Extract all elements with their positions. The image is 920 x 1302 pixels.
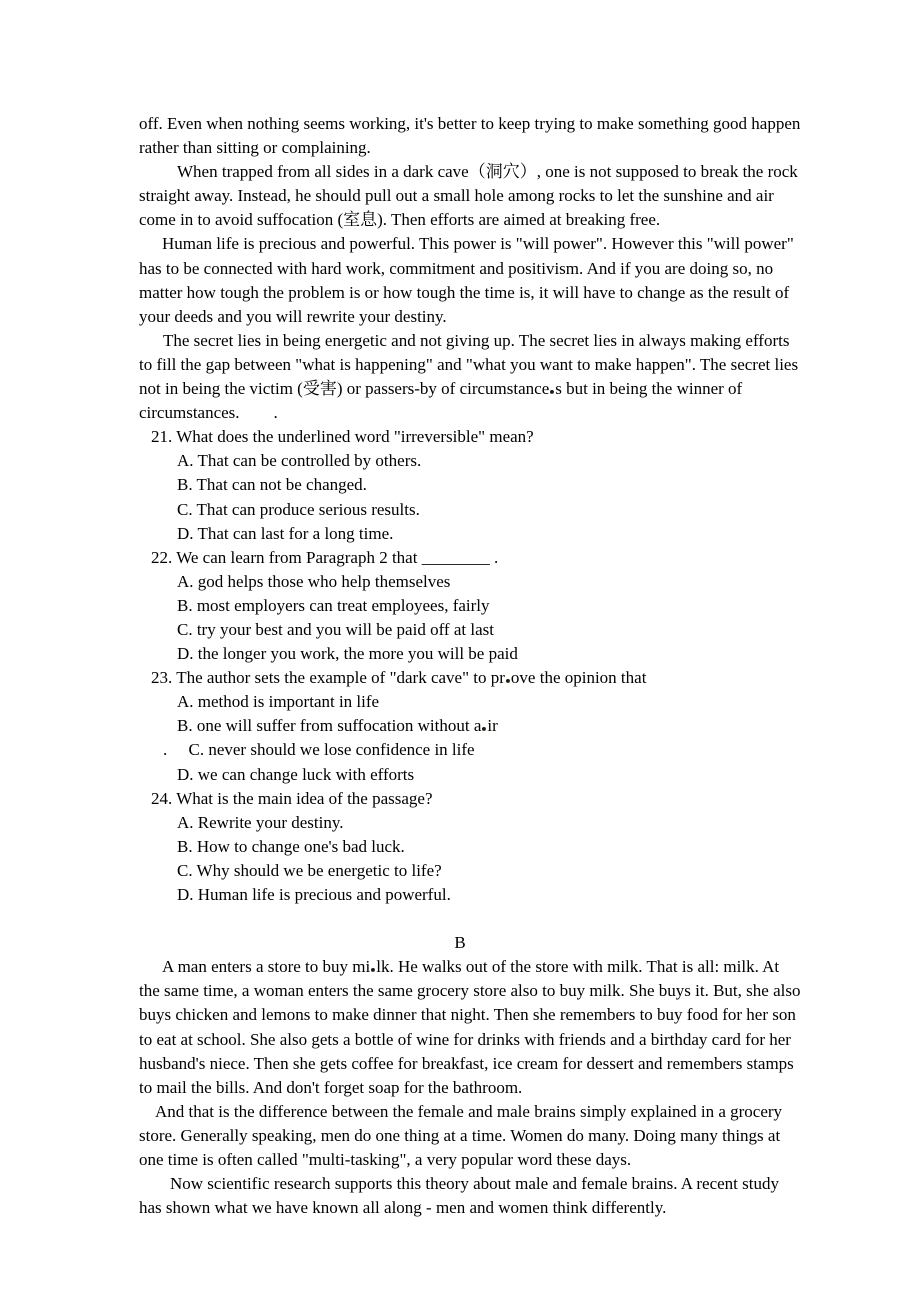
passage-b-line: one time is often called "multi-tasking", a very popular word these days. bbox=[139, 1150, 632, 1170]
passage-b-line: to eat at school. She also gets a bottle of wine for drinks with friends and a birthday card for her bbox=[139, 1029, 791, 1049]
stray-dot-mark bbox=[506, 679, 510, 683]
passage-b-line: Now scientific research supports this theory about male and female brains. A recent study bbox=[170, 1174, 779, 1194]
passage-b-line: husband's niece. Then she gets coffee for breakfast, ice cream for dessert and remembers stamps bbox=[139, 1053, 794, 1073]
passage-a-line: to fill the gap between "what is happening" and "what you want to make happen". The secret lies bbox=[139, 354, 799, 374]
passage-a-line: rather than sitting or complaining. bbox=[139, 138, 371, 158]
stray-dot-mark bbox=[482, 727, 486, 731]
question-21-option-b: B. That can not be changed. bbox=[177, 475, 367, 495]
passage-a-line: straight away. Instead, he should pull out a small hole among rocks to let the sunshine and air bbox=[139, 186, 774, 206]
passage-b-line: has shown what we have known all along - men and women think differently. bbox=[139, 1198, 667, 1218]
question-23-option-d: D. we can change luck with efforts bbox=[177, 764, 415, 784]
question-24-option-a: A. Rewrite your destiny. bbox=[177, 812, 344, 832]
question-22-option-a: A. god helps those who help themselves bbox=[177, 571, 451, 591]
passage-b-line: buys chicken and lemons to make dinner that night. Then she remembers to buy food for her son bbox=[139, 1005, 796, 1025]
question-21-option-d: D. That can last for a long time. bbox=[177, 523, 394, 543]
passage-b-line: And that is the difference between the female and male brains simply explained in a grocery bbox=[155, 1101, 783, 1121]
passage-a-line: matter how tough the problem is or how tough the time is, it will have to change as the result of bbox=[139, 282, 790, 302]
question-23-option-b: B. one will suffer from suffocation without a ir bbox=[177, 716, 498, 736]
question-22-option-d: D. the longer you work, the more you will be paid bbox=[177, 644, 518, 664]
passage-a-line: come in to avoid suffocation (室息). Then efforts are aimed at breaking free. bbox=[139, 210, 661, 230]
question-21-option-c: C. That can produce serious results. bbox=[177, 499, 420, 519]
question-24-option-b: B. How to change one's bad luck. bbox=[177, 836, 405, 856]
question-24-option-d: D. Human life is precious and powerful. bbox=[177, 885, 451, 904]
question-24: 24. What is the main idea of the passage? bbox=[151, 788, 433, 808]
question-23-option-c: . C. never should we lose confidence in life bbox=[163, 740, 475, 760]
passage-a-line: When trapped from all sides in a dark cave（洞穴）, one is not supposed to break the rock bbox=[177, 162, 798, 182]
question-22: 22. We can learn from Paragraph 2 that ________ . bbox=[151, 547, 499, 567]
question-21: 21. What does the underlined word "irreversible" mean? bbox=[151, 427, 534, 447]
question-23: 23. The author sets the example of "dark cave" to pr ove the opinion that bbox=[151, 668, 647, 688]
question-23-option-a: A. method is important in life bbox=[177, 692, 380, 712]
passage-a-line: your deeds and you will rewrite your destiny. bbox=[139, 306, 447, 326]
passage-a-line: The secret lies in being energetic and not giving up. The secret lies in always making efforts bbox=[163, 330, 790, 350]
passage-a-line: not in being the victim (受害) or passers-by of circumstance s but in being the winner of bbox=[139, 379, 743, 399]
question-22-option-b: B. most employers can treat employees, fairly bbox=[177, 595, 490, 615]
passage-b-line: A man enters a store to buy mi lk. He walks out of the store with milk. That is all: milk. At bbox=[162, 957, 780, 977]
passage-b-line: to mail the bills. And don't forget soap for the bathroom. bbox=[139, 1077, 523, 1097]
blank-line bbox=[139, 907, 799, 931]
question-24-option-c: C. Why should we be energetic to life? bbox=[177, 860, 442, 880]
passage-b-line: the same time, a woman enters the same grocery store also to buy milk. She buys it. But, she also bbox=[139, 981, 801, 1001]
passage-a-line: circumstances. . bbox=[139, 403, 278, 423]
question-21-option-a: A. That can be controlled by others. bbox=[177, 451, 422, 471]
question-22-option-c: C. try your best and you will be paid off at last bbox=[177, 619, 494, 639]
passage-b-line: store. Generally speaking, men do one thing at a time. Women do many. Doing many things at bbox=[139, 1125, 781, 1145]
passage-a-line: has to be connected with hard work, commitment and positivism. And if you are doing so, no bbox=[139, 258, 774, 278]
section-b-heading: B bbox=[454, 933, 466, 953]
stray-dot-mark bbox=[371, 968, 375, 972]
passage-a-line: Human life is precious and powerful. This power is "will power". However this "will power" bbox=[162, 234, 794, 254]
text-column bbox=[139, 112, 799, 1220]
passage-a-line: off. Even when nothing seems working, it's better to keep trying to make something good happen bbox=[139, 114, 801, 133]
stray-dot-mark bbox=[550, 390, 554, 394]
